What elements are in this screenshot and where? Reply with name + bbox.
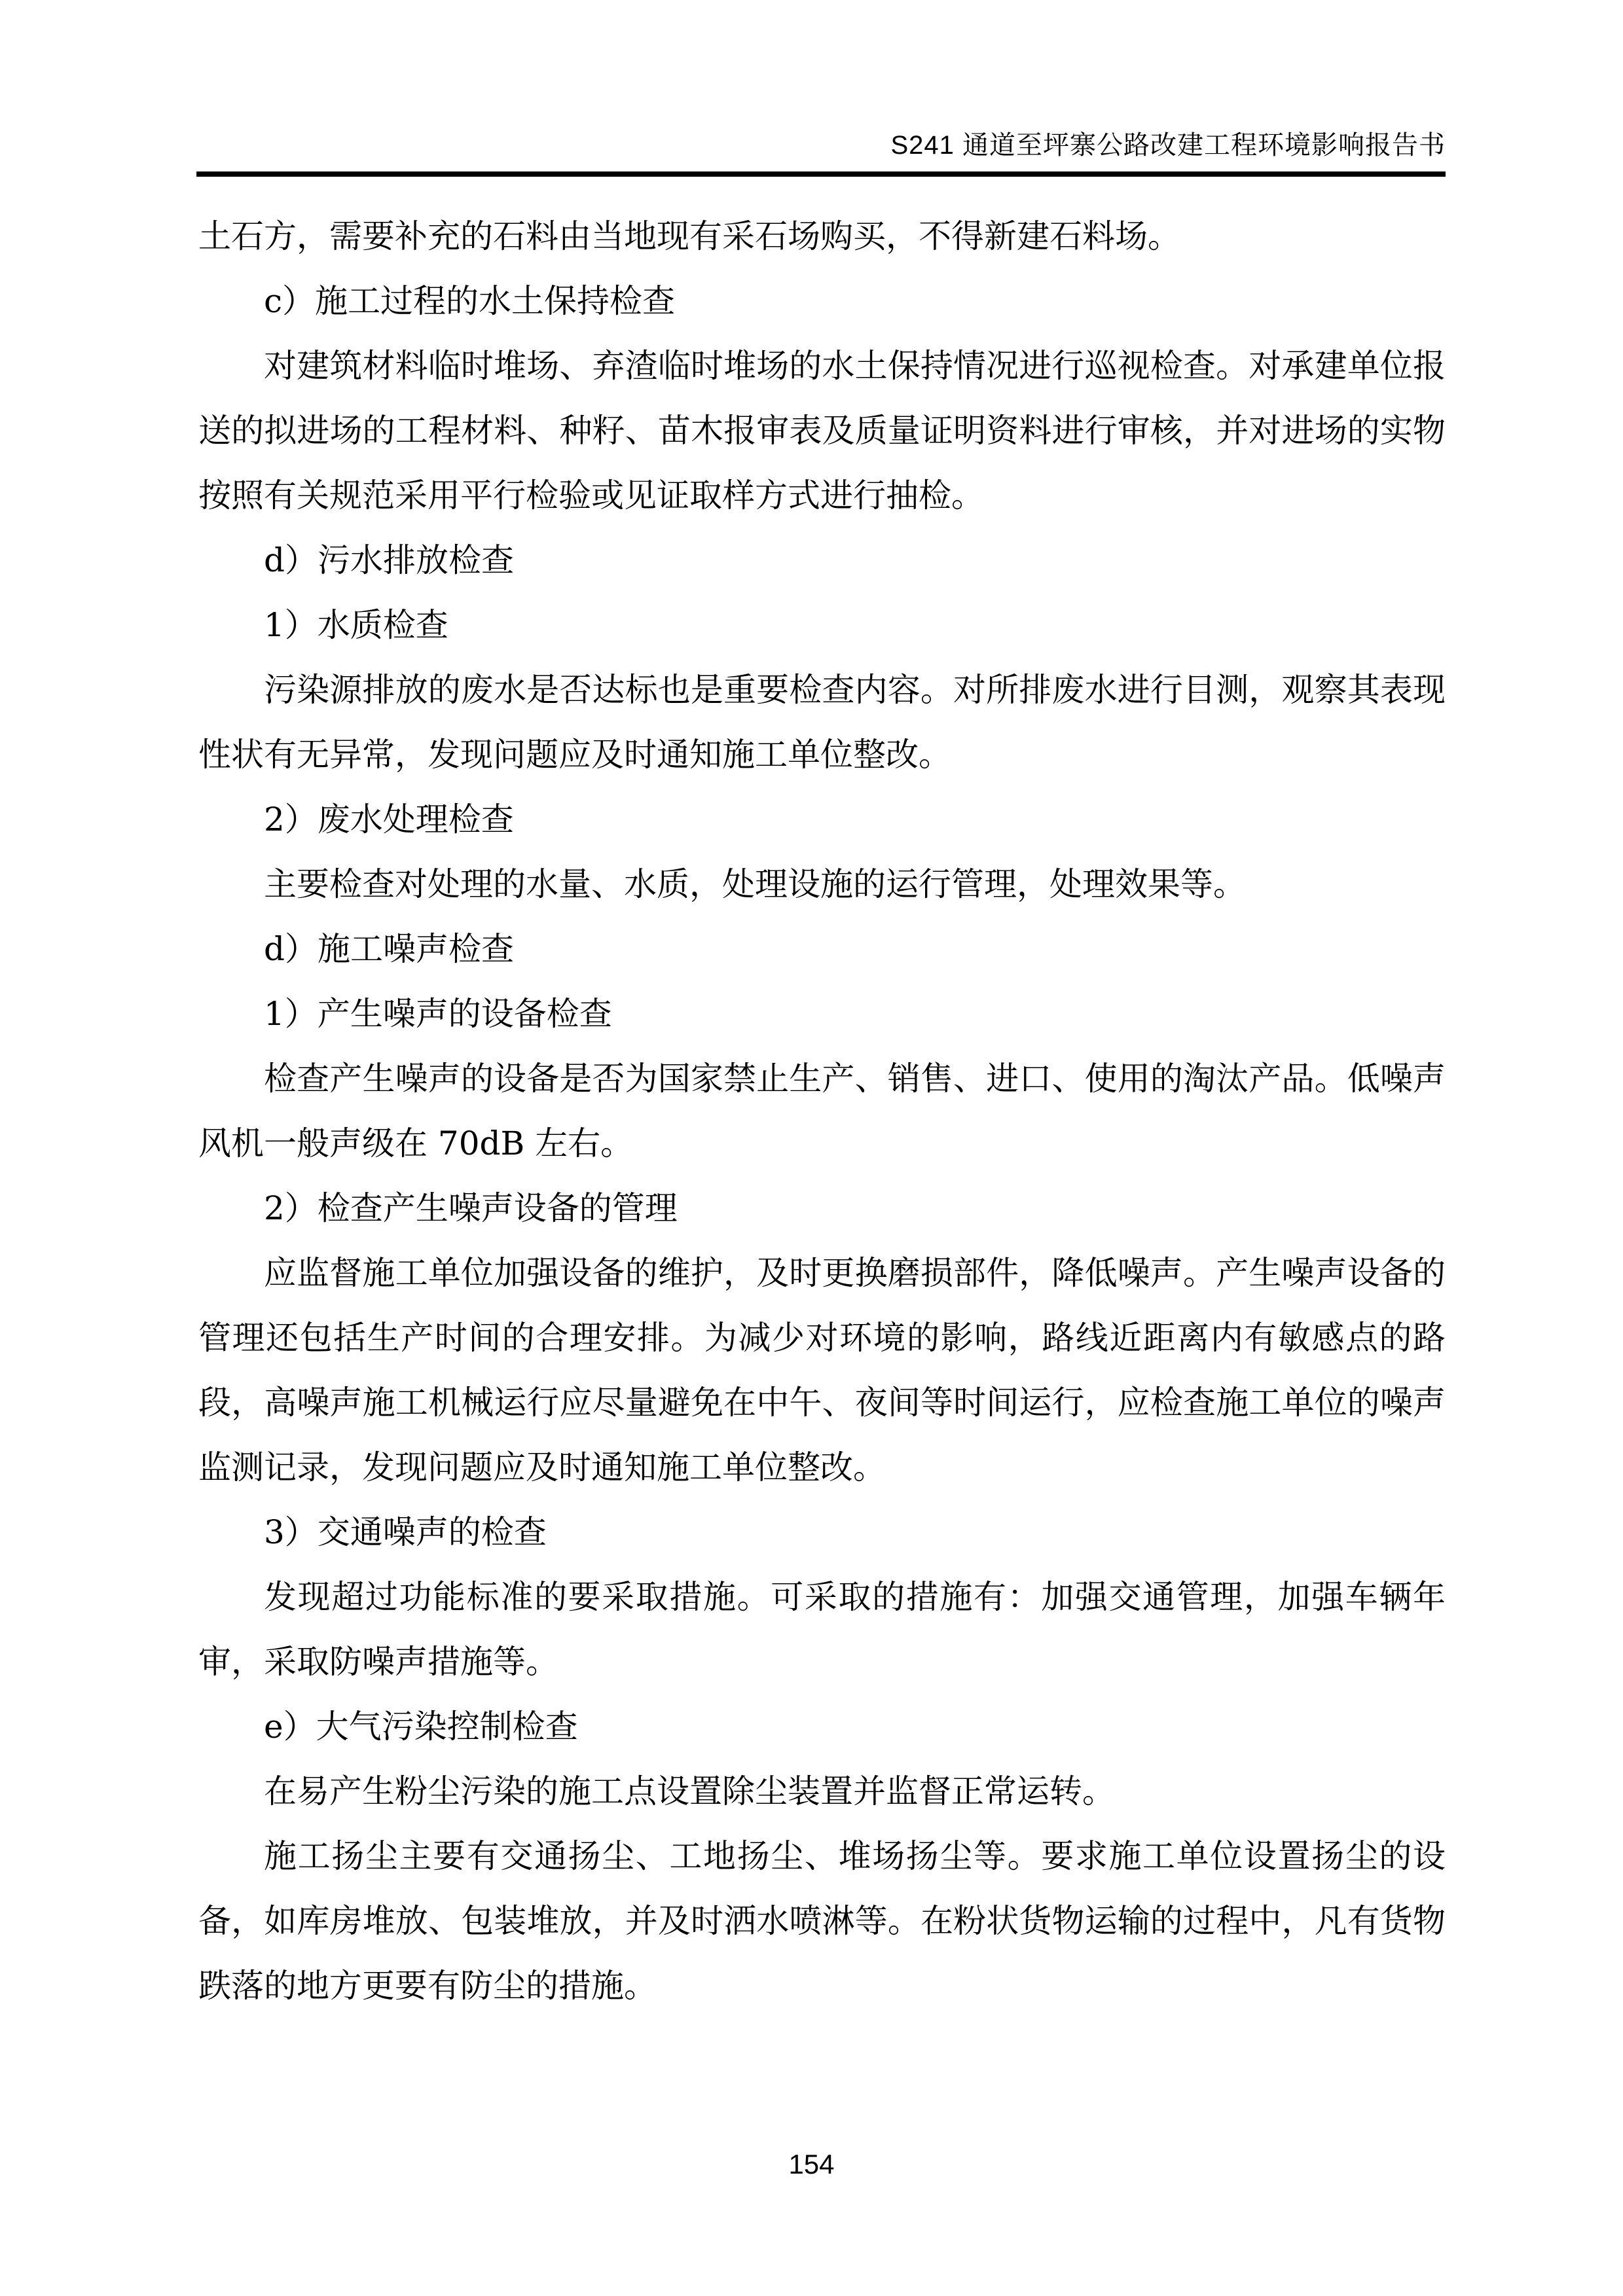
section-heading: 1）产生噪声的设备检查 — [264, 995, 612, 1033]
section-heading: e）大气污染控制检查 — [264, 1708, 578, 1746]
body-paragraph: 施工扬尘主要有交通扬尘、工地扬尘、堆场扬尘等。要求施工单位设置扬尘的设备，如库房堆放、包装堆放，并及时洒水喷淋等。在粉状货物运输的过程中，凡有货物跌落的地方更要有防尘的措施。 — [198, 1837, 1446, 2005]
document-body — [198, 204, 1446, 2018]
page-header-title: S241 通道至坪寨公路改建工程环境影响报告书 — [890, 131, 1446, 160]
body-paragraph: 在易产生粉尘污染的施工点设置除尘装置并监督正常运转。 — [264, 1772, 1115, 1810]
body-paragraph: 发现超过功能标准的要采取措施。可采取的措施有：加强交通管理，加强车辆年审，采取防噪声措施等。 — [198, 1578, 1446, 1681]
body-paragraph: 主要检查对处理的水量、水质，处理设施的运行管理，处理效果等。 — [264, 865, 1246, 903]
section-heading: 3）交通噪声的检查 — [264, 1513, 547, 1551]
section-heading: 2）检查产生噪声设备的管理 — [264, 1189, 678, 1227]
section-heading: d）污水排放检查 — [264, 541, 515, 579]
body-paragraph: 应监督施工单位加强设备的维护，及时更换磨损部件，降低噪声。产生噪声设备的管理还包括生产时间的合理安排。为减少对环境的影响，路线近距离内有敏感点的路段，高噪声施工机械运行应尽量避免在中午、夜间等时间运行，应检查施工单位的噪声监测记录，发现问题应及时通知施工单位整改。 — [198, 1254, 1446, 1486]
section-heading: d）施工噪声检查 — [264, 930, 515, 968]
section-heading: c）施工过程的水土保持检查 — [264, 282, 676, 320]
page-footer — [0, 2148, 1623, 2181]
header-rule — [196, 171, 1446, 177]
body-paragraph: 污染源排放的废水是否达标也是重要检查内容。对所排废水进行目测，观察其表现性状有无异常，发现问题应及时通知施工单位整改。 — [198, 671, 1446, 774]
body-paragraph: 检查产生噪声的设备是否为国家禁止生产、销售、进口、使用的淘汰产品。低噪声风机一般声级在 70dB 左右。 — [198, 1060, 1446, 1162]
section-heading: 2）废水处理检查 — [264, 800, 514, 838]
body-paragraph: 土石方，需要补充的石料由当地现有采石场购买，不得新建石料场。 — [198, 217, 1180, 255]
section-heading: 1）水质检查 — [264, 606, 448, 644]
body-paragraph: 对建筑材料临时堆场、弃渣临时堆场的水土保持情况进行巡视检查。对承建单位报送的拟进场的工程材料、种籽、苗木报审表及质量证明资料进行审核，并对进场的实物按照有关规范采用平行检验或见证取样方式进行抽检。 — [198, 347, 1446, 514]
page-number: 154 — [788, 2149, 835, 2179]
